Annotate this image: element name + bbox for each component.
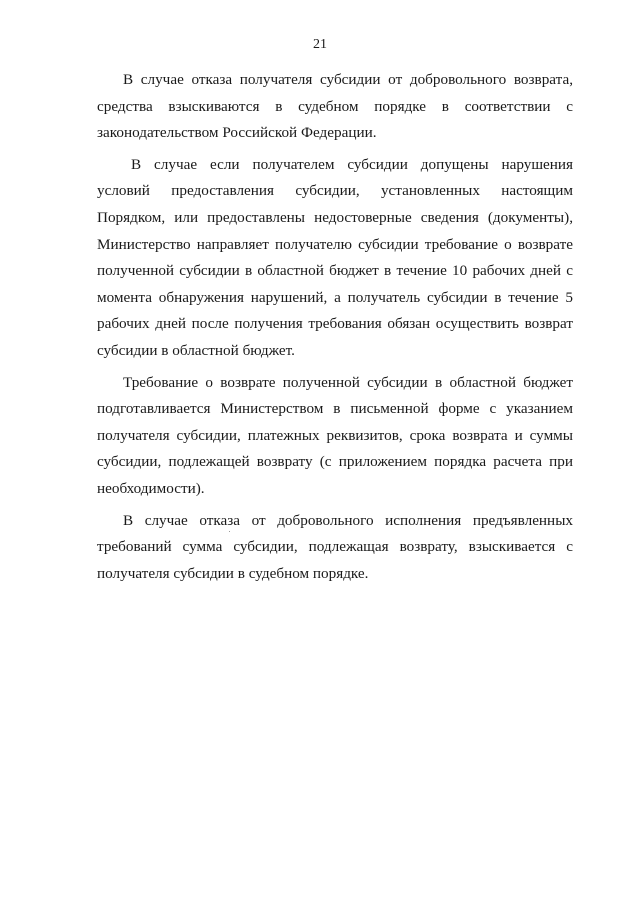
paragraph-court-recovery: В случае отказа от добровольного исполнения предъявленных требований сумма субсидии, подлежащая возврату, взыскивается с получателя субсидии в судебном порядке. bbox=[97, 511, 573, 582]
paragraph-refund-refusal: В случае отказа получателя субсидии от добровольного возврата, средства взыскиваются в судебном порядке в соответствии с законодательством Российской Федерации. bbox=[97, 71, 573, 142]
document-body bbox=[97, 67, 573, 587]
paragraph-violation-requirement: В случае если получателем субсидии допущены нарушения условий предоставления субсидии, установленных настоящим Порядком, или предоставлены недостоверные сведения (документы), Министерство направляет получателю субсидии требование о возврате полученной субсидии в областной бюджет в течение 10 рабочих дней с момента обнаружения нарушений, а получатель субсидии в течение 5 рабочих дней после получения требования обязан осуществить возврат субсидии в областной бюджет. bbox=[97, 155, 573, 359]
paragraph-requirement-form: Требование о возврате полученной субсидии в областной бюджет подготавливается Министерством в письменной форме с указанием получателя субсидии, платежных реквизитов, срока возврата и суммы субсидии, подлежащей возврату (с приложением порядка расчета при необходимости). bbox=[97, 373, 573, 497]
page-number: 21 bbox=[313, 37, 327, 52]
scan-speck bbox=[229, 531, 230, 532]
